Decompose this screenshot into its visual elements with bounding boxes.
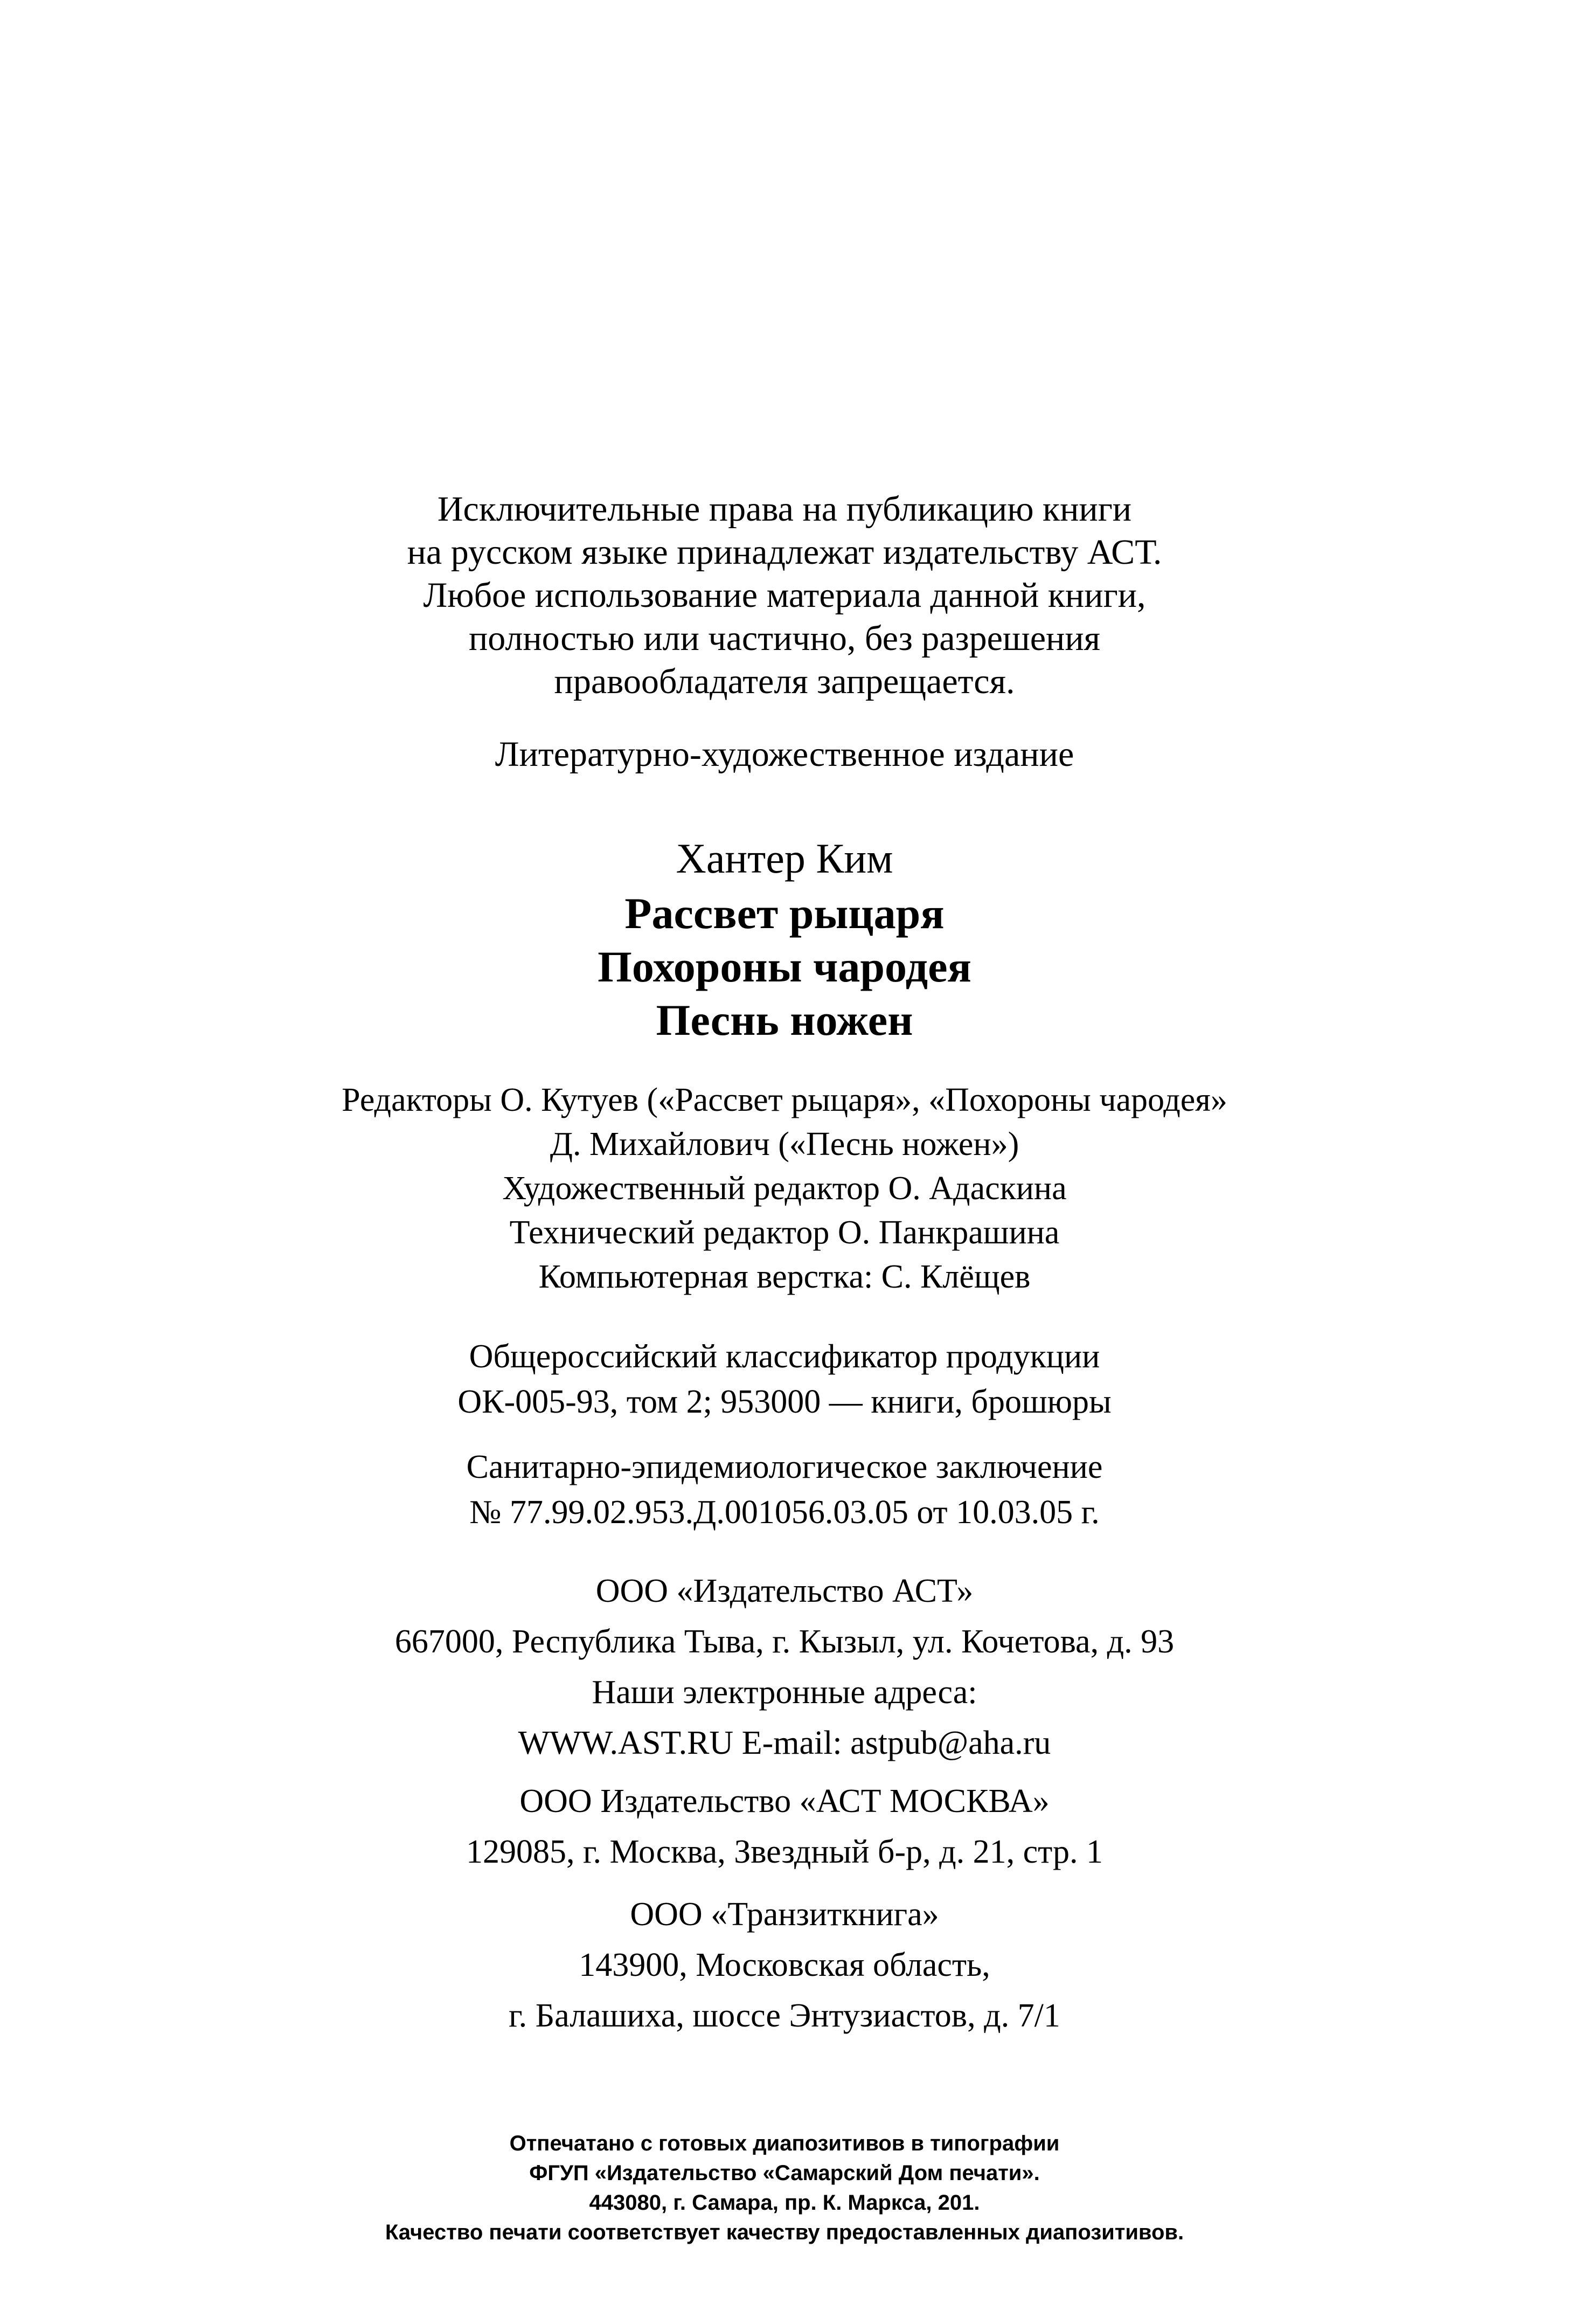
credits-line: Технический редактор О. Панкрашина bbox=[509, 1214, 1060, 1251]
rights-notice-line: Любое использование материала данной книги, bbox=[423, 576, 1146, 615]
printer-info bbox=[0, 2129, 1569, 2247]
credits-line: Художественный редактор О. Адаскина bbox=[502, 1170, 1067, 1207]
publisher-ast bbox=[0, 1566, 1569, 1768]
sanitary-line: № 77.99.02.953.Д.001056.03.05 от 10.03.05 г. bbox=[469, 1494, 1100, 1531]
credits-line: Компьютерная верстка: С. Клёщев bbox=[538, 1258, 1031, 1295]
publisher-line: 667000, Республика Тыва, г. Кызыл, ул. Кочетова, д. 93 bbox=[394, 1623, 1175, 1660]
printer-line: Отпечатано с готовых диапозитивов в типографии bbox=[509, 2132, 1060, 2155]
classifier-line: Общероссийский классификатор продукции bbox=[469, 1338, 1100, 1375]
publisher-line: Наши электронные адреса: bbox=[592, 1674, 977, 1711]
rights-notice bbox=[0, 488, 1569, 703]
publisher-line: WWW.AST.RU E-mail: astpub@aha.ru bbox=[518, 1725, 1051, 1761]
publisher-ast-moskva bbox=[0, 1776, 1569, 1877]
rights-notice-line: на русском языке принадлежат издательству АСТ. bbox=[407, 532, 1162, 572]
author-block bbox=[0, 833, 1569, 884]
rights-notice-line: полностью или частично, без разрешения bbox=[468, 619, 1101, 658]
credits-line: Д. Михайлович («Песнь ножен») bbox=[550, 1126, 1019, 1163]
author-name: Хантер Ким bbox=[676, 835, 893, 882]
credits-line: Редакторы О. Кутуев («Рассвет рыцаря», «Похороны чародея» bbox=[342, 1082, 1227, 1118]
genre-text: Литературно-художественное издание bbox=[495, 735, 1074, 774]
printer-line: ФГУП «Издательство «Самарский Дом печати». bbox=[529, 2161, 1040, 2185]
publisher-line: ООО Издательство «АСТ МОСКВА» bbox=[519, 1783, 1050, 1820]
sanitary-line: Санитарно-эпидемиологическое заключение bbox=[466, 1449, 1103, 1485]
book-title: Песнь ножен bbox=[656, 995, 913, 1045]
rights-notice-line: правообладателя запрещается. bbox=[554, 662, 1015, 701]
book-title: Рассвет рыцаря bbox=[624, 889, 945, 938]
book-titles bbox=[0, 887, 1569, 1047]
publisher-line: 143900, Московская область, bbox=[579, 1947, 990, 1983]
publisher-line: 129085, г. Москва, Звездный б-р, д. 21, стр. 1 bbox=[466, 1834, 1103, 1870]
printer-line: 443080, г. Самара, пр. К. Маркса, 201. bbox=[589, 2191, 980, 2215]
book-title: Похороны чародея bbox=[598, 942, 971, 991]
product-classifier bbox=[0, 1334, 1569, 1424]
sanitary-conclusion bbox=[0, 1444, 1569, 1535]
publisher-line: ООО «Транзиткнига» bbox=[630, 1896, 939, 1933]
credits-block bbox=[0, 1078, 1569, 1299]
publisher-tranzitkniga bbox=[0, 1889, 1569, 2041]
classifier-line: ОК-005-93, том 2; 953000 — книги, брошюры bbox=[457, 1384, 1112, 1420]
publisher-line: г. Балашиха, шоссе Энтузиастов, д. 7/1 bbox=[509, 1997, 1060, 2034]
printer-line: Качество печати соответствует качеству предоставленных диапозитивов. bbox=[385, 2221, 1184, 2244]
rights-notice-line: Исключительные права на публикацию книги bbox=[437, 489, 1132, 529]
publisher-line: ООО «Издательство АСТ» bbox=[595, 1573, 974, 1609]
genre-label bbox=[0, 733, 1569, 776]
